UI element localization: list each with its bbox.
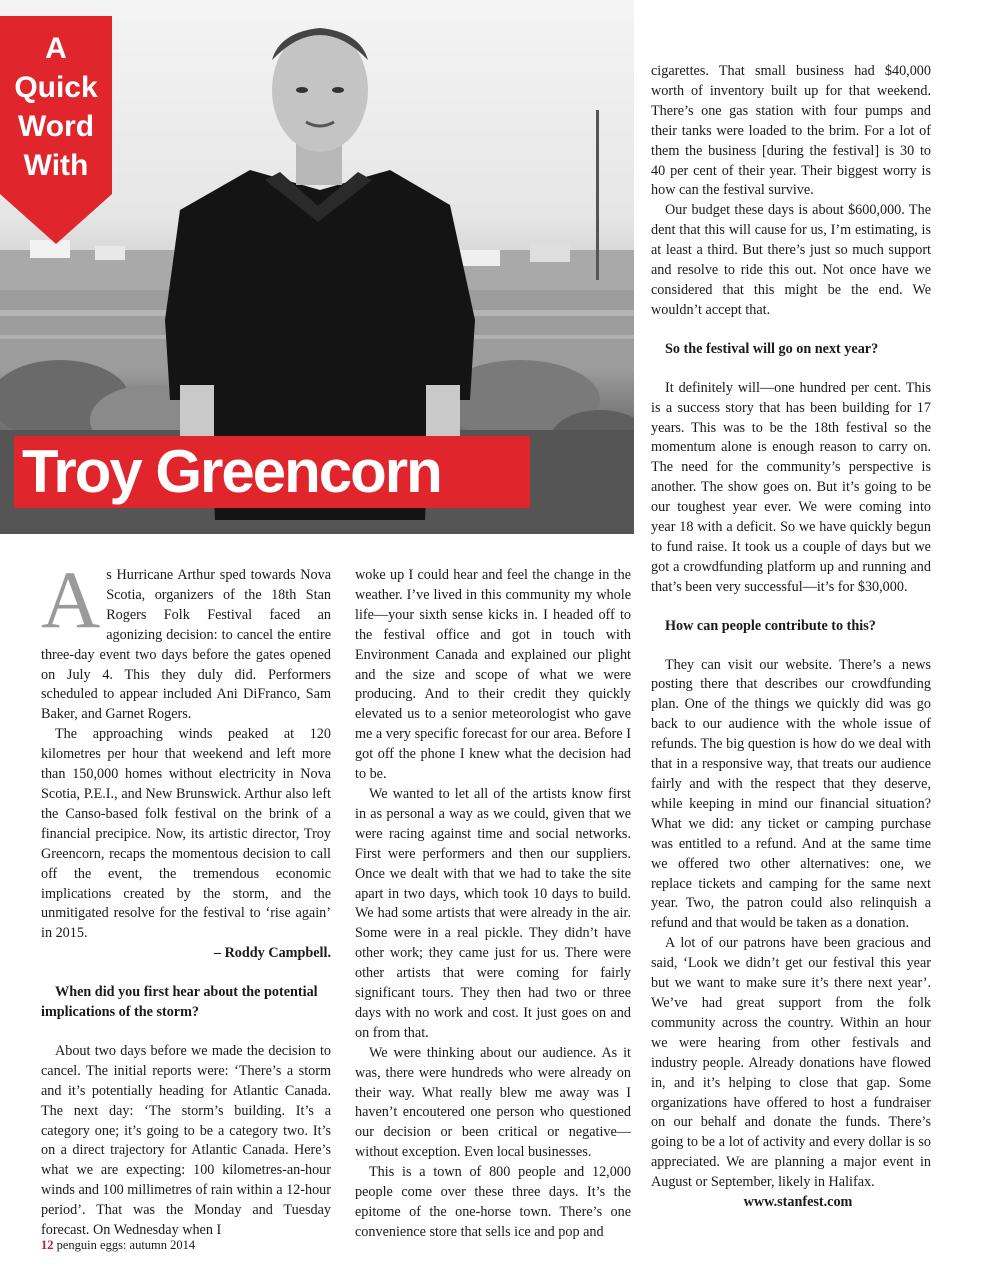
banner-line: Word [17, 110, 95, 143]
paragraph: It definitely will—one hundred per cent. This is a success story that has been building for 17 years. This was to be the 18th festival so the momentum alone is enough reason to carry on. The need for the community’s perspective is another. The show goes on. But it’s going to be our toughest year ever. We were coming into year 18 with a deficit. So we have quickly begun to fund raise. It took us a couple of days but we got a crowdfunding platform up and running and that’s been very successful—it’s for $30,000. [651, 379, 931, 595]
interviewee-name: Troy Greencorn [22, 438, 441, 505]
intro-text: s Hurricane Arthur sped towards Nova Scotia, organizers of the 18th Stan Rogers Folk Festival faced an agonizing decision: to cancel the entire three-day event two days before the gates opened on July 4. This they duly did. Performers scheduled to appear included Ani DiFranco, Sam Baker, and Garnet Rogers. [41, 567, 331, 723]
page-number: 12 [41, 1238, 54, 1252]
intro-paragraph [41, 554, 331, 725]
paragraph: cigarettes. That small business had $40,000 worth of inventory built up for that weekend. There’s one gas station with four pumps and their tanks were loaded to the brim. For a lot of them the business [during the festival] is 30 to 40 per cent of their year. Their biggest worry is how can the festival survive. [651, 63, 931, 199]
banner-line: A [45, 32, 67, 65]
paragraph: They can visit our website. There’s a news posting there that describes our crowdfunding plan. One of the things we quickly did was go back to our audience with the whole issue of refunds. The big question is how do we deal with that in a responsive way, that treats our audience fairly and with the respect that they deserve, while keeping in mind our financial situation? What we did: any ticket or camping purchase was entitled to a refund. And at the same time we offered two other alternatives: one, we replace tickets and camping for the same next year. Two, the patron could also relinquish a refund and that would be taken as a donation. [651, 656, 931, 932]
banner-body [0, 16, 112, 194]
paragraph: woke up I could hear and feel the change in the weather. I’ve lived in this community my whole life—your sixth sense kicks in. I headed off to the festival office and got in touch with Environment Canada and explained our plight and the size and scope of what we were producing. And to their credit they quickly elevated us to a senior meteorologist who gave me a very specific forecast for our area. Before I got off the phone I knew what the decision had to be. [355, 567, 631, 783]
drop-cap: A [41, 554, 101, 645]
paragraph: About two days before we made the decision to cancel. The initial reports were: ‘There’s a storm and it’s potentially heading for Atlantic Canada. The next day: ‘The storm’s building. It’s a category one; it’s going to be a category two. It’s on a direct trajectory for Atlantic Canada. Here’s what we are expecting: 100 kilometres-an-hour winds and 100 millimetres of rain within a 12-hour period’. That was the Monday and Tuesday forecast. On Wednesday when I [41, 1042, 332, 1239]
paragraph: This is a town of 800 people and 12,000 people come over these three days. It’s the epitome of the one-horse town. There’s one convenience store that sells ice and pop and [355, 1164, 631, 1240]
banner-line: With [23, 149, 89, 182]
quick-word-banner [0, 16, 112, 244]
banner-line: Quick [14, 71, 98, 104]
question-heading: How can people contribute to this? [665, 617, 876, 634]
article-column-3 [651, 62, 931, 1213]
banner-arrow-tip [0, 194, 112, 244]
byline-signature: – Roddy Campbell. [213, 945, 331, 962]
paragraph: Our budget these days is about $600,000. The dent that this will cause for us, I’m estimating, is at least a third. But there’s just so much support and resolve to ride this out. Not once have we considered that this might be the end. We wouldn’t accept that. [651, 202, 931, 318]
paragraph: A lot of our patrons have been gracious and said, ‘Look we didn’t get our festival this year but we want to make sure it’s there next year’. We’ve had great support from the folk community across the country. Within an hour we were hearing from other festivals and industry people. Already donations have flowed in, and it’s helping to close that gap. Some organizations have offered to host a fundraiser on our behalf and donate the funds. There’s going to be a lot of activity and every dollar is so appreciated. We are planning a major event in August or September, likely in Halifax. [651, 935, 931, 1191]
question-heading: So the festival will go on next year? [665, 340, 879, 357]
page-footer [41, 1238, 195, 1253]
portrait-photo [0, 0, 634, 534]
paragraph: The approaching winds peaked at 120 kilometres per hour that weekend and left more than 150,000 homes without electricity in Nova Scotia, P.E.I., and New Brunswick. Arthur also left the Canso-based folk festival on the brink of a financial precipice. Now, its artistic director, Troy Greencorn, recaps the momentous decision to call off the event, the tremendous economic implications created by the storm, and the unmitigated resolve for the festival to ‘rise again’ in 2015. [41, 726, 331, 942]
question-heading: When did you first hear about the potential implications of the storm? [41, 984, 318, 1021]
paragraph: We wanted to let all of the artists know first in as personal a way as we could, given that we were racing against time and social networks. First were performers and then our suppliers. Once we dealt with that we had to take the site apart in two days, which took 10 days to build. We had some artists that were already in the air. Some were in a real pickle. They didn’t have other work; they came just for us. There were other artists that were coming for fairly significant tours. They then had two or three days with no work and cost. It just goes on and on from that. [355, 785, 631, 1041]
website-link[interactable]: www.stanfest.com [743, 1194, 853, 1211]
article-column-2 [355, 566, 631, 1243]
publication-info: penguin eggs: autumn 2014 [56, 1238, 196, 1252]
article-column-1 [41, 554, 332, 1241]
paragraph: We were thinking about our audience. As it was, there were hundreds who were already on their way. What really blew me away was I haven’t encoutered one person who questioned our decision or been critical or negative—without exception. Even local businesses. [355, 1044, 631, 1161]
name-banner [14, 436, 530, 508]
